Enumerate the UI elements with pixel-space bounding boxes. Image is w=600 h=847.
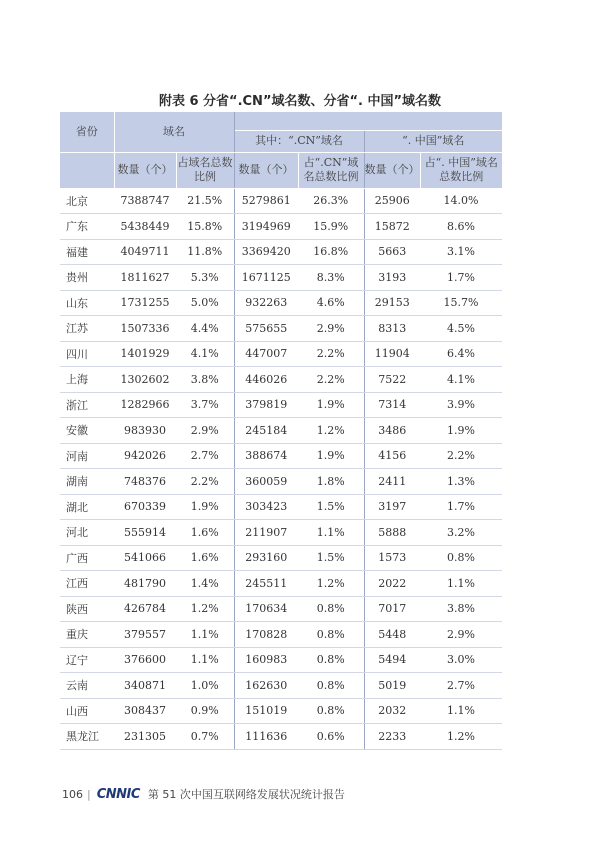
cell-cp: 8.3%: [298, 265, 364, 291]
cell-z: 3197: [364, 494, 420, 520]
cell-z: 2233: [364, 724, 420, 750]
cell-p: 山西: [60, 698, 114, 724]
cell-dp: 1.9%: [176, 494, 234, 520]
cell-dp: 3.7%: [176, 392, 234, 418]
cell-zp: 15.7%: [420, 290, 502, 316]
cell-d: 541066: [114, 545, 176, 571]
cell-cp: 2.9%: [298, 316, 364, 342]
cell-z: 15872: [364, 214, 420, 240]
cell-z: 29153: [364, 290, 420, 316]
cell-p: 广西: [60, 545, 114, 571]
table-row: [60, 571, 502, 597]
cell-dp: 11.8%: [176, 239, 234, 265]
cell-cp: 0.8%: [298, 622, 364, 648]
cell-d: 555914: [114, 520, 176, 546]
cell-c: 245184: [234, 418, 298, 444]
cell-d: 426784: [114, 596, 176, 622]
table-row: [60, 647, 502, 673]
cell-cp: 1.5%: [298, 494, 364, 520]
cell-c: 446026: [234, 367, 298, 393]
header-cn-count: 数量（个）: [234, 152, 298, 188]
footer-divider: |: [87, 787, 91, 801]
cell-d: 1507336: [114, 316, 176, 342]
cell-z: 5448: [364, 622, 420, 648]
cell-c: 170634: [234, 596, 298, 622]
cell-c: 111636: [234, 724, 298, 750]
cell-zp: 1.1%: [420, 571, 502, 597]
cell-zp: 3.0%: [420, 647, 502, 673]
cell-z: 2411: [364, 469, 420, 495]
header-domain-count: 数量（个）: [114, 152, 176, 188]
cell-d: 376600: [114, 647, 176, 673]
cell-p: 陕西: [60, 596, 114, 622]
table-row: [60, 367, 502, 393]
cell-p: 广东: [60, 214, 114, 240]
cell-p: 浙江: [60, 392, 114, 418]
table-body: [60, 188, 502, 749]
table-row: [60, 469, 502, 495]
cell-cp: 0.8%: [298, 647, 364, 673]
header-zg-count: 数量（个）: [364, 152, 420, 188]
cell-z: 2032: [364, 698, 420, 724]
cell-cp: 2.2%: [298, 341, 364, 367]
cell-c: 1671125: [234, 265, 298, 291]
cell-dp: 4.1%: [176, 341, 234, 367]
cell-z: 11904: [364, 341, 420, 367]
cell-c: 5279861: [234, 188, 298, 214]
cell-d: 1731255: [114, 290, 176, 316]
cell-c: 160983: [234, 647, 298, 673]
cell-zp: 3.8%: [420, 596, 502, 622]
cell-zp: 3.9%: [420, 392, 502, 418]
cell-cp: 1.2%: [298, 418, 364, 444]
cell-z: 3486: [364, 418, 420, 444]
cell-c: 170828: [234, 622, 298, 648]
header-zg-share: 占“. 中国”域名总数比例: [420, 152, 502, 188]
cell-dp: 1.1%: [176, 647, 234, 673]
cell-d: 1302602: [114, 367, 176, 393]
table-row: [60, 724, 502, 750]
cell-zp: 2.9%: [420, 622, 502, 648]
cell-zp: 1.3%: [420, 469, 502, 495]
cell-zp: 4.1%: [420, 367, 502, 393]
cell-cp: 0.6%: [298, 724, 364, 750]
cell-p: 北京: [60, 188, 114, 214]
cell-z: 2022: [364, 571, 420, 597]
cell-c: 151019: [234, 698, 298, 724]
header-province: 省份: [60, 112, 114, 152]
cell-zp: 3.1%: [420, 239, 502, 265]
cell-cp: 0.8%: [298, 596, 364, 622]
cell-zp: 2.2%: [420, 443, 502, 469]
cell-d: 983930: [114, 418, 176, 444]
cell-d: 5438449: [114, 214, 176, 240]
cell-dp: 2.2%: [176, 469, 234, 495]
cell-dp: 1.6%: [176, 520, 234, 546]
cell-p: 安徽: [60, 418, 114, 444]
cell-c: 447007: [234, 341, 298, 367]
cell-d: 7388747: [114, 188, 176, 214]
table-row: [60, 239, 502, 265]
cell-d: 1282966: [114, 392, 176, 418]
cell-dp: 5.0%: [176, 290, 234, 316]
cell-z: 5663: [364, 239, 420, 265]
table-row: [60, 545, 502, 571]
cell-p: 云南: [60, 673, 114, 699]
cell-cp: 26.3%: [298, 188, 364, 214]
cell-p: 河北: [60, 520, 114, 546]
table-row: [60, 188, 502, 214]
cell-z: 1573: [364, 545, 420, 571]
cell-z: 3193: [364, 265, 420, 291]
cell-c: 162630: [234, 673, 298, 699]
cell-dp: 2.7%: [176, 443, 234, 469]
report-name: 第 51 次中国互联网络发展状况统计报告: [147, 788, 345, 801]
cell-p: 黑龙江: [60, 724, 114, 750]
header-domain: 域名: [114, 112, 234, 152]
cell-c: 245511: [234, 571, 298, 597]
cell-zp: 4.5%: [420, 316, 502, 342]
cell-zp: 14.0%: [420, 188, 502, 214]
cell-dp: 5.3%: [176, 265, 234, 291]
cell-zp: 1.7%: [420, 494, 502, 520]
cell-dp: 4.4%: [176, 316, 234, 342]
cell-d: 1811627: [114, 265, 176, 291]
cell-cp: 2.2%: [298, 367, 364, 393]
cell-cp: 4.6%: [298, 290, 364, 316]
cell-c: 211907: [234, 520, 298, 546]
cell-c: 932263: [234, 290, 298, 316]
table-row: [60, 316, 502, 342]
cell-d: 340871: [114, 673, 176, 699]
cell-cp: 1.9%: [298, 443, 364, 469]
cell-zp: 1.7%: [420, 265, 502, 291]
cell-dp: 1.2%: [176, 596, 234, 622]
page-number: 106: [62, 787, 83, 801]
cell-zp: 6.4%: [420, 341, 502, 367]
cell-z: 7017: [364, 596, 420, 622]
cell-z: 4156: [364, 443, 420, 469]
cell-cp: 16.8%: [298, 239, 364, 265]
cell-p: 江苏: [60, 316, 114, 342]
cell-z: 8313: [364, 316, 420, 342]
header-spacer: [234, 112, 502, 130]
cell-dp: 2.9%: [176, 418, 234, 444]
table-row: [60, 341, 502, 367]
cell-zp: 3.2%: [420, 520, 502, 546]
cell-cp: 1.9%: [298, 392, 364, 418]
cell-c: 303423: [234, 494, 298, 520]
cell-p: 四川: [60, 341, 114, 367]
cell-d: 308437: [114, 698, 176, 724]
cell-p: 贵州: [60, 265, 114, 291]
cell-cp: 1.2%: [298, 571, 364, 597]
cell-dp: 1.6%: [176, 545, 234, 571]
header-cn-share: 占“.CN”域名总数比例: [298, 152, 364, 188]
cell-c: 3194969: [234, 214, 298, 240]
cell-p: 辽宁: [60, 647, 114, 673]
cell-cp: 0.8%: [298, 673, 364, 699]
cell-d: 231305: [114, 724, 176, 750]
header-cn-group: 其中：“.CN”域名: [234, 130, 364, 152]
cell-d: 748376: [114, 469, 176, 495]
cell-d: 1401929: [114, 341, 176, 367]
cell-z: 7314: [364, 392, 420, 418]
table-row: [60, 596, 502, 622]
cell-c: 388674: [234, 443, 298, 469]
table-row: [60, 494, 502, 520]
cell-p: 福建: [60, 239, 114, 265]
cell-p: 江西: [60, 571, 114, 597]
table-row: [60, 290, 502, 316]
cell-cp: 15.9%: [298, 214, 364, 240]
cell-dp: 1.1%: [176, 622, 234, 648]
cell-p: 重庆: [60, 622, 114, 648]
table-row: [60, 214, 502, 240]
cell-zp: 8.6%: [420, 214, 502, 240]
cell-cp: 1.1%: [298, 520, 364, 546]
cell-cp: 1.5%: [298, 545, 364, 571]
table-row: [60, 392, 502, 418]
table-row: [60, 520, 502, 546]
page-footer: [62, 786, 345, 802]
cell-d: 4049711: [114, 239, 176, 265]
cell-p: 上海: [60, 367, 114, 393]
cell-c: 379819: [234, 392, 298, 418]
cell-dp: 1.4%: [176, 571, 234, 597]
table-row: [60, 673, 502, 699]
cell-d: 670339: [114, 494, 176, 520]
cnnic-logo: CNNIC: [96, 786, 140, 802]
table-row: [60, 622, 502, 648]
cell-dp: 3.8%: [176, 367, 234, 393]
domain-table: [60, 112, 502, 750]
cell-dp: 0.9%: [176, 698, 234, 724]
cell-dp: 15.8%: [176, 214, 234, 240]
cell-dp: 1.0%: [176, 673, 234, 699]
table-title: 附表 6 分省“.CN”域名数、分省“. 中国”域名数: [158, 94, 442, 109]
cell-d: 379557: [114, 622, 176, 648]
table-row: [60, 443, 502, 469]
cell-z: 7522: [364, 367, 420, 393]
cell-p: 河南: [60, 443, 114, 469]
cell-dp: 21.5%: [176, 188, 234, 214]
cell-z: 5019: [364, 673, 420, 699]
cell-c: 293160: [234, 545, 298, 571]
cell-z: 5888: [364, 520, 420, 546]
table-row: [60, 698, 502, 724]
cell-zp: 1.2%: [420, 724, 502, 750]
table-row: [60, 265, 502, 291]
cell-z: 25906: [364, 188, 420, 214]
cell-zp: 1.1%: [420, 698, 502, 724]
header-zhongguo-group: “. 中国”域名: [364, 130, 502, 152]
cell-d: 942026: [114, 443, 176, 469]
cell-p: 山东: [60, 290, 114, 316]
cell-zp: 0.8%: [420, 545, 502, 571]
cell-cp: 1.8%: [298, 469, 364, 495]
header-blank: [60, 152, 114, 188]
cell-d: 481790: [114, 571, 176, 597]
table-row: [60, 418, 502, 444]
cell-c: 575655: [234, 316, 298, 342]
cell-c: 360059: [234, 469, 298, 495]
cell-z: 5494: [364, 647, 420, 673]
header-domain-share: 占域名总数比例: [176, 152, 234, 188]
cell-zp: 2.7%: [420, 673, 502, 699]
cell-dp: 0.7%: [176, 724, 234, 750]
cell-p: 湖南: [60, 469, 114, 495]
cell-cp: 0.8%: [298, 698, 364, 724]
cell-c: 3369420: [234, 239, 298, 265]
cell-zp: 1.9%: [420, 418, 502, 444]
cell-p: 湖北: [60, 494, 114, 520]
